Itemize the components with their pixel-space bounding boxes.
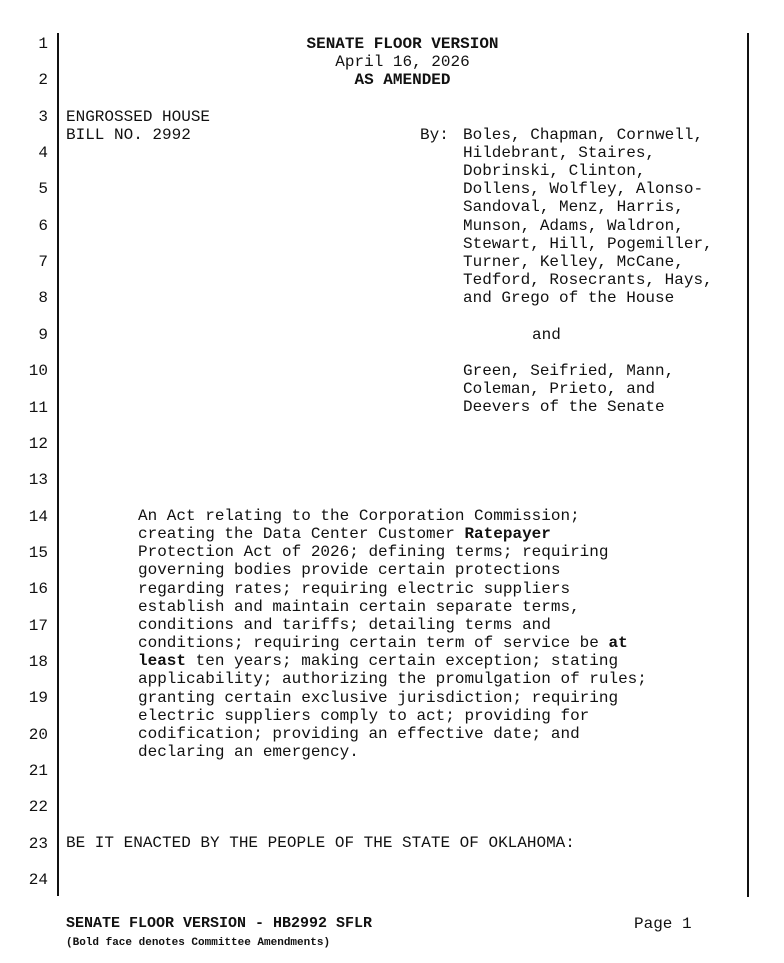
act-title-line	[138, 561, 560, 579]
act-title-line	[138, 689, 618, 707]
act-text: granting certain exclusive jurisdiction; requiring	[138, 688, 619, 707]
amended-text: Ratepayer	[464, 525, 551, 544]
line-number: 1	[38, 35, 48, 53]
act-text: conditions; requiring certain term of service be	[138, 634, 609, 653]
line-number: 23	[28, 834, 48, 853]
enacting-clause: BE IT ENACTED BY THE PEOPLE OF THE STATE OF OKLAHOMA:	[66, 834, 575, 852]
house-sponsor-line: and Grego of the House	[463, 288, 675, 307]
house-sponsor-line: Munson, Adams, Waldron,	[463, 216, 684, 235]
act-title-line	[138, 525, 551, 543]
act-title-line	[138, 598, 580, 616]
act-text: Protection Act of 2026; defining terms; requiring	[138, 543, 609, 562]
act-title-line	[138, 616, 551, 634]
line-number: 21	[28, 762, 48, 780]
act-title-line	[138, 652, 618, 670]
line-number: 17	[28, 616, 48, 635]
bill-number: BILL NO. 2992	[66, 126, 191, 144]
act-title-line	[138, 634, 628, 652]
act-title-line	[138, 543, 608, 561]
line-number: 16	[28, 580, 48, 599]
line-number: 5	[38, 180, 48, 199]
line-number: 4	[38, 144, 48, 163]
line-number: 20	[28, 725, 48, 744]
senate-sponsor-line: Coleman, Prieto, and	[463, 380, 656, 399]
act-text: declaring an emergency.	[138, 742, 359, 761]
amended-text: least	[138, 652, 187, 671]
sponsors-and: and	[532, 326, 561, 344]
document-date: April 16, 2026	[335, 53, 470, 71]
line-number: 11	[28, 398, 48, 417]
footer-note: (Bold face denotes Committee Amendments)	[66, 937, 331, 949]
bill-heading-line1: ENGROSSED HOUSE	[66, 108, 211, 126]
line-number: 9	[38, 325, 48, 344]
act-text: codification; providing an effective date; and	[138, 724, 580, 743]
line-number: 14	[28, 507, 48, 526]
act-text: conditions and tariffs; detailing terms and	[138, 615, 551, 634]
house-sponsor-line: Tedford, Rosecrants, Hays,	[463, 270, 713, 289]
act-text: regarding rates; requiring electric suppliers	[138, 579, 571, 598]
page-number: Page 1	[634, 915, 692, 933]
act-text: ten years; making certain exception; stating	[186, 652, 619, 671]
senate-sponsor-line: Green, Seifried, Mann,	[463, 362, 675, 380]
line-number: 7	[38, 253, 48, 272]
act-text: electric suppliers comply to act; providing for	[138, 706, 590, 725]
line-number: 6	[38, 216, 48, 235]
act-title-line	[138, 507, 580, 525]
house-sponsor-line: Hildebrant, Staires,	[463, 144, 656, 163]
act-text: creating the Data Center Customer	[138, 525, 465, 544]
by-label: By:	[420, 126, 449, 144]
line-number: 10	[28, 362, 48, 381]
line-number: 8	[38, 289, 48, 308]
house-sponsor-line: Sandoval, Menz, Harris,	[463, 198, 684, 217]
line-number: 13	[28, 471, 48, 490]
house-sponsor-line: Dollens, Wolfley, Alonso-	[463, 180, 704, 199]
line-number: 22	[28, 798, 48, 817]
senate-sponsor-line: Deevers of the Senate	[463, 398, 665, 417]
right-margin-rule	[747, 33, 749, 897]
line-number: 15	[28, 543, 48, 562]
act-text: governing bodies provide certain protections	[138, 561, 561, 580]
line-number: 24	[28, 871, 48, 890]
amended-text: at	[608, 634, 628, 653]
act-title-line	[138, 580, 570, 598]
act-text: An Act relating to the Corporation Commission;	[138, 507, 580, 525]
act-title-line	[138, 707, 589, 725]
line-number: 19	[28, 689, 48, 708]
act-title-line	[138, 743, 359, 761]
house-sponsor-line: Dobrinski, Clinton,	[463, 162, 646, 181]
line-number: 18	[28, 652, 48, 671]
line-number: 3	[38, 107, 48, 126]
document-title: SENATE FLOOR VERSION	[306, 35, 499, 53]
act-text: establish and maintain certain separate terms,	[138, 597, 580, 616]
left-margin-rule	[57, 33, 59, 896]
act-text: applicability; authorizing the promulgation of rules;	[138, 670, 647, 689]
amended-status: AS AMENDED	[354, 71, 451, 89]
act-title-line	[138, 670, 647, 688]
act-title-line	[138, 725, 580, 743]
line-number: 12	[28, 434, 48, 453]
footer-version: SENATE FLOOR VERSION - HB2992 SFLR	[66, 915, 373, 932]
house-sponsor-line: Turner, Kelley, McCane,	[463, 252, 684, 271]
house-sponsor-line: Stewart, Hill, Pogemiller,	[463, 234, 713, 253]
house-sponsor-line: Boles, Chapman, Cornwell,	[463, 126, 704, 144]
line-number: 2	[38, 71, 48, 90]
